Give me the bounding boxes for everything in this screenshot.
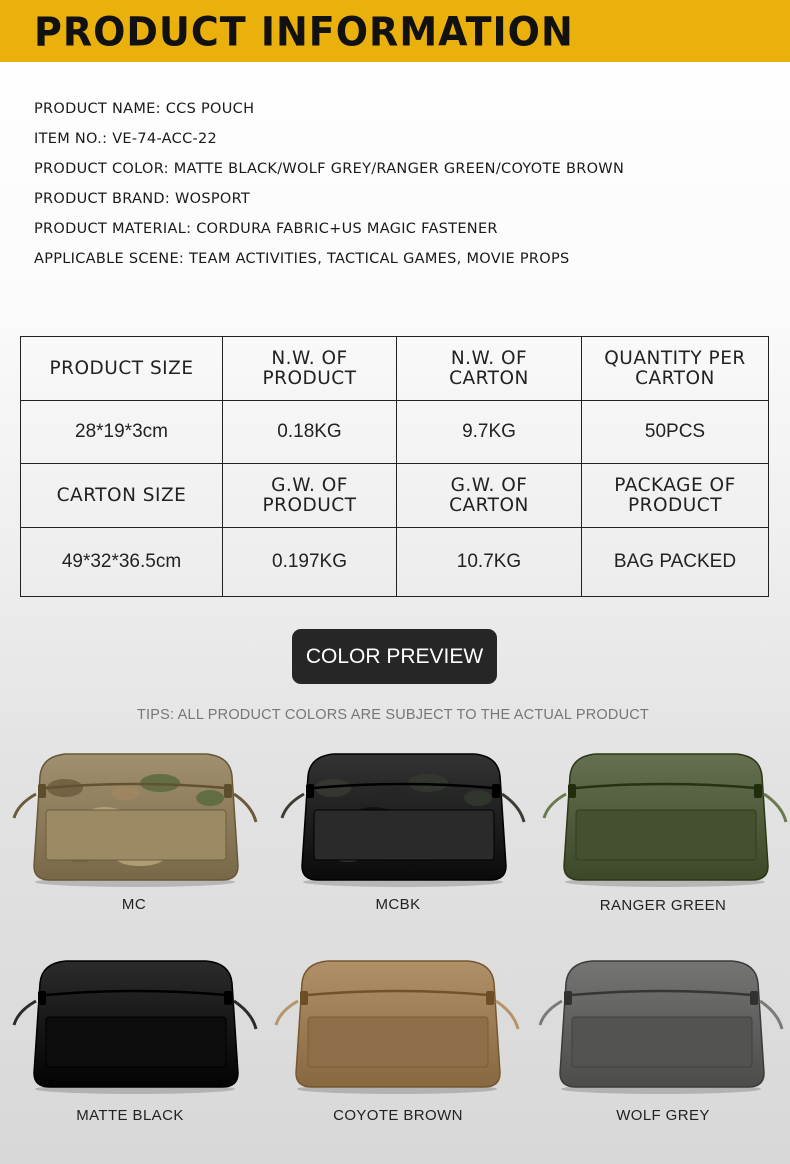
- velcro-panel: [572, 1017, 752, 1067]
- header-band: [0, 0, 790, 62]
- spec-header-cell: G.W. OF PRODUCT: [223, 464, 397, 528]
- camo-blotch: [464, 790, 492, 806]
- pull-cord-left: [544, 794, 566, 818]
- info-label: PRODUCT COLOR:: [34, 161, 169, 177]
- spec-value-cell: 0.197KG: [223, 528, 397, 597]
- spec-value-cell: BAG PACKED: [582, 528, 769, 597]
- info-value: CORDURA FABRIC+US MAGIC FASTENER: [196, 221, 498, 237]
- pull-cord-right: [502, 794, 524, 822]
- spec-value-cell: 9.7KG: [397, 401, 582, 464]
- info-row-name: [34, 98, 764, 128]
- swatch-label-ranger-green: RANGER GREEN: [599, 897, 727, 914]
- velcro-panel: [576, 810, 756, 860]
- product-info-list: [34, 98, 764, 278]
- color-preview-button[interactable]: COLOR PREVIEW: [292, 629, 497, 684]
- velcro-panel: [314, 810, 494, 860]
- spec-header-cell: PACKAGE OF PRODUCT: [582, 464, 769, 528]
- zipper-pull: [38, 991, 46, 1005]
- info-row-brand: [34, 188, 764, 218]
- info-value: TEAM ACTIVITIES, TACTICAL GAMES, MOVIE PROPS: [189, 251, 570, 267]
- pouch-icon: [536, 955, 786, 1095]
- zipper-pull: [224, 991, 232, 1005]
- zipper-pull: [486, 991, 494, 1005]
- info-label: PRODUCT MATERIAL:: [34, 221, 192, 237]
- zipper-pull: [750, 991, 758, 1005]
- pouch-icon: [278, 748, 528, 888]
- spec-value-cell: 49*32*36.5cm: [21, 528, 223, 597]
- pull-cord-left: [14, 794, 36, 818]
- spec-header-cell: CARTON SIZE: [21, 464, 223, 528]
- info-row-material: [34, 218, 764, 248]
- pull-cord-left: [282, 794, 304, 818]
- pouch-icon: [10, 955, 260, 1095]
- spec-value-cell: 0.18KG: [223, 401, 397, 464]
- swatch-wolf-grey[interactable]: [536, 955, 786, 1095]
- velcro-panel: [46, 1017, 226, 1067]
- camo-blotch: [379, 786, 407, 800]
- page-title: PRODUCT INFORMATION: [34, 8, 574, 56]
- info-row-color: [34, 158, 764, 188]
- info-row-item-no: [34, 128, 764, 158]
- info-label: PRODUCT BRAND:: [34, 191, 171, 207]
- zipper-pull: [564, 991, 572, 1005]
- info-label: ITEM NO.:: [34, 131, 108, 147]
- pull-cord-right: [496, 1001, 518, 1029]
- spec-header-row: [21, 464, 769, 528]
- spec-header-cell: G.W. OF CARTON: [397, 464, 582, 528]
- spec-header-cell: N.W. OF CARTON: [397, 337, 582, 401]
- pull-cord-left: [14, 1001, 36, 1025]
- zipper-pull: [224, 784, 232, 798]
- spec-value-row: [21, 401, 769, 464]
- spec-header-row: [21, 337, 769, 401]
- spec-header-cell: QUANTITY PER CARTON: [582, 337, 769, 401]
- swatch-coyote-brown[interactable]: [272, 955, 522, 1095]
- camo-blotch: [111, 786, 139, 800]
- swatch-matte-black[interactable]: [10, 955, 260, 1095]
- pouch-icon: [272, 955, 522, 1095]
- pouch-icon: [10, 748, 260, 888]
- swatch-label-coyote-brown: COYOTE BROWN: [333, 1107, 463, 1124]
- zipper-pull: [492, 784, 500, 798]
- spec-header-cell: N.W. OF PRODUCT: [223, 337, 397, 401]
- pull-cord-right: [234, 794, 256, 822]
- info-label: APPLICABLE SCENE:: [34, 251, 185, 267]
- pull-cord-right: [760, 1001, 782, 1029]
- zipper-pull: [38, 784, 46, 798]
- info-value: CCS POUCH: [165, 101, 255, 117]
- camo-blotch: [196, 790, 224, 806]
- spec-value-cell: 50PCS: [582, 401, 769, 464]
- pull-cord-left: [276, 1001, 298, 1025]
- zipper-pull: [754, 784, 762, 798]
- info-value: MATTE BLACK/WOLF GREY/RANGER GREEN/COYOTE BROWN: [173, 161, 625, 177]
- spec-value-row: [21, 528, 769, 597]
- zipper-pull: [306, 784, 314, 798]
- swatch-mc[interactable]: [10, 748, 260, 888]
- pull-cord-left: [540, 1001, 562, 1025]
- pull-cord-right: [234, 1001, 256, 1029]
- swatch-mcbk[interactable]: [278, 748, 528, 888]
- color-tips-text: TIPS: ALL PRODUCT COLORS ARE SUBJECT TO THE ACTUAL PRODUCT: [137, 707, 649, 723]
- swatch-ranger-green[interactable]: [540, 748, 790, 888]
- zipper-pull: [568, 784, 576, 798]
- swatch-label-mcbk: MCBK: [375, 896, 421, 913]
- pull-cord-right: [764, 794, 786, 822]
- info-value: VE-74-ACC-22: [112, 131, 218, 147]
- spec-value-cell: 10.7KG: [397, 528, 582, 597]
- info-label: PRODUCT NAME:: [34, 101, 161, 117]
- swatch-label-matte-black: MATTE BLACK: [76, 1107, 184, 1124]
- info-row-scene: [34, 248, 764, 278]
- velcro-panel: [46, 810, 226, 860]
- swatch-label-wolf-grey: WOLF GREY: [616, 1107, 710, 1124]
- swatch-label-mc: MC: [121, 896, 147, 913]
- velcro-panel: [308, 1017, 488, 1067]
- spec-value-cell: 28*19*3cm: [21, 401, 223, 464]
- pouch-icon: [540, 748, 790, 888]
- zipper-pull: [300, 991, 308, 1005]
- spec-table: [20, 336, 769, 597]
- info-value: WOSPORT: [174, 191, 251, 207]
- spec-header-cell: PRODUCT SIZE: [21, 337, 223, 401]
